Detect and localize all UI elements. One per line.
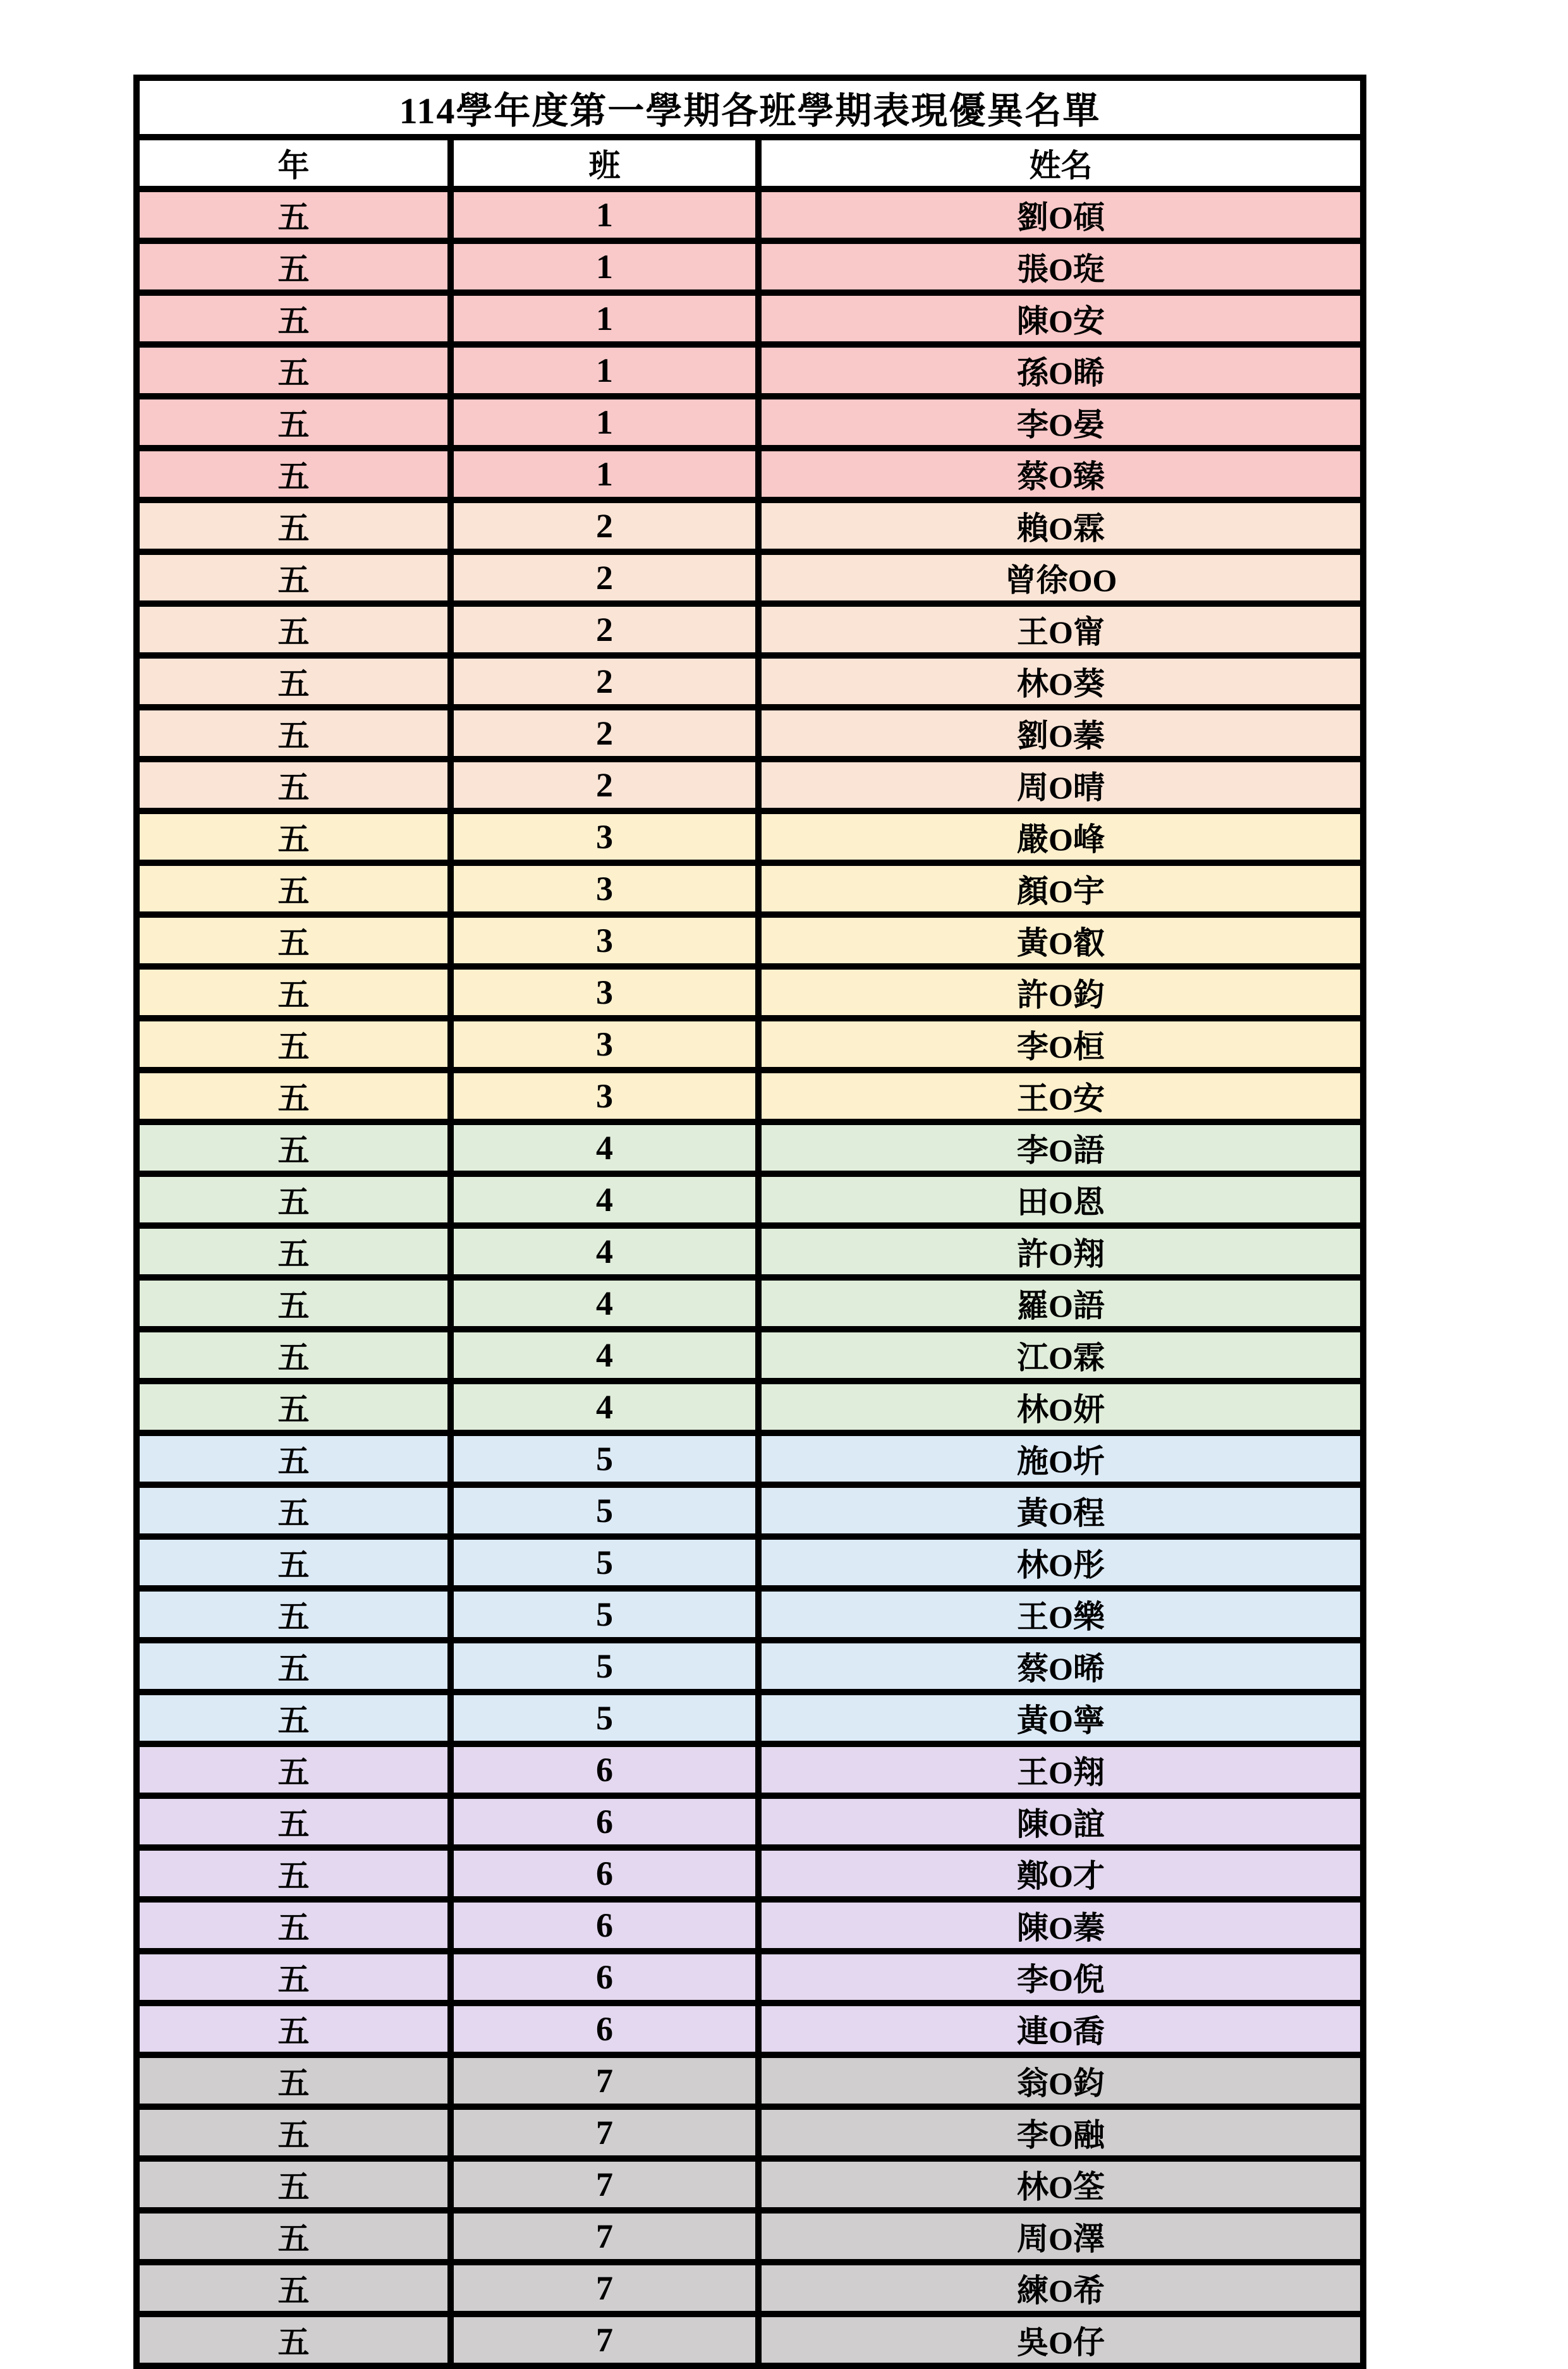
table-row — [137, 1848, 1363, 1899]
class-cell: 1 — [451, 448, 758, 500]
class-cell: 1 — [451, 241, 758, 293]
student-name-cell: 吳O仔 — [758, 2314, 1363, 2366]
student-name-cell: 王O安 — [758, 1070, 1363, 1122]
grade-cell: 五 — [137, 759, 451, 811]
table-row — [137, 1744, 1363, 1796]
grade-cell: 五 — [137, 1381, 451, 1433]
class-cell: 7 — [451, 2055, 758, 2107]
table-row — [137, 2003, 1363, 2055]
grade-cell: 五 — [137, 1174, 451, 1226]
student-name-cell: 田O恩 — [758, 1174, 1363, 1226]
column-header-grade: 年 — [137, 137, 451, 189]
grade-cell: 五 — [137, 1744, 451, 1796]
class-cell: 2 — [451, 759, 758, 811]
class-cell: 4 — [451, 1174, 758, 1226]
table-row — [137, 1277, 1363, 1329]
table-row — [137, 655, 1363, 707]
table-row — [137, 1070, 1363, 1122]
grade-cell: 五 — [137, 915, 451, 966]
class-cell: 2 — [451, 655, 758, 707]
class-cell: 6 — [451, 1744, 758, 1796]
class-cell: 4 — [451, 1381, 758, 1433]
class-cell: 7 — [451, 2159, 758, 2210]
student-name-cell: 陳O蓁 — [758, 1899, 1363, 1951]
class-cell: 4 — [451, 1226, 758, 1277]
grade-cell: 五 — [137, 189, 451, 241]
page-title: 114學年度第一學期各班學期表現優異名單 — [137, 78, 1363, 137]
table-row — [137, 396, 1363, 448]
grade-cell: 五 — [137, 1277, 451, 1329]
grade-cell: 五 — [137, 1692, 451, 1744]
class-cell: 1 — [451, 293, 758, 344]
table-row — [137, 500, 1363, 552]
student-name-cell: 曾徐OO — [758, 552, 1363, 604]
student-name-cell: 嚴O峰 — [758, 811, 1363, 863]
student-name-cell: 林O葵 — [758, 655, 1363, 707]
grade-cell: 五 — [137, 2210, 451, 2262]
table-row — [137, 759, 1363, 811]
table-row — [137, 448, 1363, 500]
class-cell: 5 — [451, 1537, 758, 1588]
student-name-cell: 鄭O才 — [758, 1848, 1363, 1899]
table-row — [137, 344, 1363, 396]
table-row — [137, 1122, 1363, 1174]
student-name-cell: 周O澤 — [758, 2210, 1363, 2262]
grade-cell: 五 — [137, 1796, 451, 1848]
student-rows — [137, 189, 1363, 2366]
student-name-cell: 李O倪 — [758, 1951, 1363, 2003]
student-name-cell: 蔡O臻 — [758, 448, 1363, 500]
student-name-cell: 江O霖 — [758, 1329, 1363, 1381]
class-cell: 2 — [451, 552, 758, 604]
class-cell: 3 — [451, 1018, 758, 1070]
student-name-cell: 黃O叡 — [758, 915, 1363, 966]
table-row — [137, 1174, 1363, 1226]
table-row — [137, 552, 1363, 604]
table-row — [137, 2107, 1363, 2159]
grade-cell: 五 — [137, 2055, 451, 2107]
grade-cell: 五 — [137, 1226, 451, 1277]
class-cell: 3 — [451, 811, 758, 863]
grade-cell: 五 — [137, 2003, 451, 2055]
table-row — [137, 1018, 1363, 1070]
student-name-cell: 王O樂 — [758, 1588, 1363, 1640]
column-header-name: 姓名 — [758, 137, 1363, 189]
award-table — [133, 75, 1366, 2369]
class-cell: 4 — [451, 1122, 758, 1174]
grade-cell: 五 — [137, 2314, 451, 2366]
grade-cell: 五 — [137, 1018, 451, 1070]
student-name-cell: 黃O寧 — [758, 1692, 1363, 1744]
table-row — [137, 1226, 1363, 1277]
grade-cell: 五 — [137, 1848, 451, 1899]
table-row — [137, 2262, 1363, 2314]
grade-cell: 五 — [137, 1433, 451, 1485]
grade-cell: 五 — [137, 707, 451, 759]
class-cell: 7 — [451, 2107, 758, 2159]
student-name-cell: 劉O碩 — [758, 189, 1363, 241]
table-row — [137, 1433, 1363, 1485]
student-name-cell: 許O翔 — [758, 1226, 1363, 1277]
table-row — [137, 1329, 1363, 1381]
class-cell: 1 — [451, 189, 758, 241]
student-name-cell: 張O琁 — [758, 241, 1363, 293]
table-row — [137, 1588, 1363, 1640]
student-name-cell: 孫O睎 — [758, 344, 1363, 396]
title-row — [137, 78, 1363, 137]
student-name-cell: 翁O鈞 — [758, 2055, 1363, 2107]
student-name-cell: 林O妍 — [758, 1381, 1363, 1433]
table-row — [137, 1692, 1363, 1744]
grade-cell: 五 — [137, 1329, 451, 1381]
grade-cell: 五 — [137, 2262, 451, 2314]
table-row — [137, 2055, 1363, 2107]
class-cell: 3 — [451, 863, 758, 915]
grade-cell: 五 — [137, 1537, 451, 1588]
grade-cell: 五 — [137, 1640, 451, 1692]
table-row — [137, 863, 1363, 915]
class-cell: 7 — [451, 2262, 758, 2314]
grade-cell: 五 — [137, 552, 451, 604]
class-cell: 5 — [451, 1692, 758, 1744]
table-row — [137, 1381, 1363, 1433]
student-name-cell: 蔡O晞 — [758, 1640, 1363, 1692]
student-name-cell: 黃O程 — [758, 1485, 1363, 1537]
grade-cell: 五 — [137, 1588, 451, 1640]
student-name-cell: 賴O霖 — [758, 500, 1363, 552]
table-row — [137, 1899, 1363, 1951]
table-row — [137, 707, 1363, 759]
class-cell: 4 — [451, 1329, 758, 1381]
table-row — [137, 915, 1363, 966]
class-cell: 4 — [451, 1277, 758, 1329]
student-name-cell: 施O圻 — [758, 1433, 1363, 1485]
class-cell: 6 — [451, 1848, 758, 1899]
column-header-class: 班 — [451, 137, 758, 189]
student-name-cell: 連O喬 — [758, 2003, 1363, 2055]
student-name-cell: 李O桓 — [758, 1018, 1363, 1070]
column-header-row — [137, 137, 1363, 189]
grade-cell: 五 — [137, 1122, 451, 1174]
grade-cell: 五 — [137, 655, 451, 707]
table-row — [137, 1640, 1363, 1692]
grade-cell: 五 — [137, 1951, 451, 2003]
table-row — [137, 811, 1363, 863]
class-cell: 5 — [451, 1588, 758, 1640]
class-cell: 6 — [451, 1899, 758, 1951]
student-name-cell: 許O鈞 — [758, 966, 1363, 1018]
class-cell: 5 — [451, 1640, 758, 1692]
grade-cell: 五 — [137, 2159, 451, 2210]
student-name-cell: 周O晴 — [758, 759, 1363, 811]
class-cell: 6 — [451, 1951, 758, 2003]
grade-cell: 五 — [137, 241, 451, 293]
class-cell: 6 — [451, 2003, 758, 2055]
student-name-cell: 李O語 — [758, 1122, 1363, 1174]
student-name-cell: 劉O蓁 — [758, 707, 1363, 759]
student-name-cell: 王O翔 — [758, 1744, 1363, 1796]
grade-cell: 五 — [137, 1899, 451, 1951]
table-row — [137, 1796, 1363, 1848]
grade-cell: 五 — [137, 604, 451, 655]
class-cell: 6 — [451, 1796, 758, 1848]
class-cell: 5 — [451, 1485, 758, 1537]
table-row — [137, 604, 1363, 655]
class-cell: 1 — [451, 396, 758, 448]
student-name-cell: 林O彤 — [758, 1537, 1363, 1588]
student-name-cell: 林O筌 — [758, 2159, 1363, 2210]
class-cell: 2 — [451, 604, 758, 655]
class-cell: 3 — [451, 915, 758, 966]
grade-cell: 五 — [137, 863, 451, 915]
class-cell: 2 — [451, 707, 758, 759]
table-row — [137, 2314, 1363, 2366]
grade-cell: 五 — [137, 1070, 451, 1122]
class-cell: 7 — [451, 2210, 758, 2262]
grade-cell: 五 — [137, 448, 451, 500]
student-name-cell: 李O晏 — [758, 396, 1363, 448]
grade-cell: 五 — [137, 2107, 451, 2159]
student-name-cell: 李O融 — [758, 2107, 1363, 2159]
student-name-cell: 王O甯 — [758, 604, 1363, 655]
student-name-cell: 練O希 — [758, 2262, 1363, 2314]
grade-cell: 五 — [137, 344, 451, 396]
table-row — [137, 966, 1363, 1018]
grade-cell: 五 — [137, 811, 451, 863]
grade-cell: 五 — [137, 500, 451, 552]
student-name-cell: 顏O宇 — [758, 863, 1363, 915]
student-name-cell: 羅O語 — [758, 1277, 1363, 1329]
table-row — [137, 241, 1363, 293]
grade-cell: 五 — [137, 396, 451, 448]
table-row — [137, 1951, 1363, 2003]
grade-cell: 五 — [137, 293, 451, 344]
student-name-cell: 陳O安 — [758, 293, 1363, 344]
class-cell: 5 — [451, 1433, 758, 1485]
class-cell: 3 — [451, 966, 758, 1018]
table-row — [137, 189, 1363, 241]
student-name-cell: 陳O誼 — [758, 1796, 1363, 1848]
class-cell: 2 — [451, 500, 758, 552]
table-row — [137, 293, 1363, 344]
grade-cell: 五 — [137, 1485, 451, 1537]
class-cell: 3 — [451, 1070, 758, 1122]
table-row — [137, 2210, 1363, 2262]
table-row — [137, 1485, 1363, 1537]
class-cell: 1 — [451, 344, 758, 396]
grade-cell: 五 — [137, 966, 451, 1018]
table-row — [137, 2159, 1363, 2210]
class-cell: 7 — [451, 2314, 758, 2366]
table-row — [137, 1537, 1363, 1588]
